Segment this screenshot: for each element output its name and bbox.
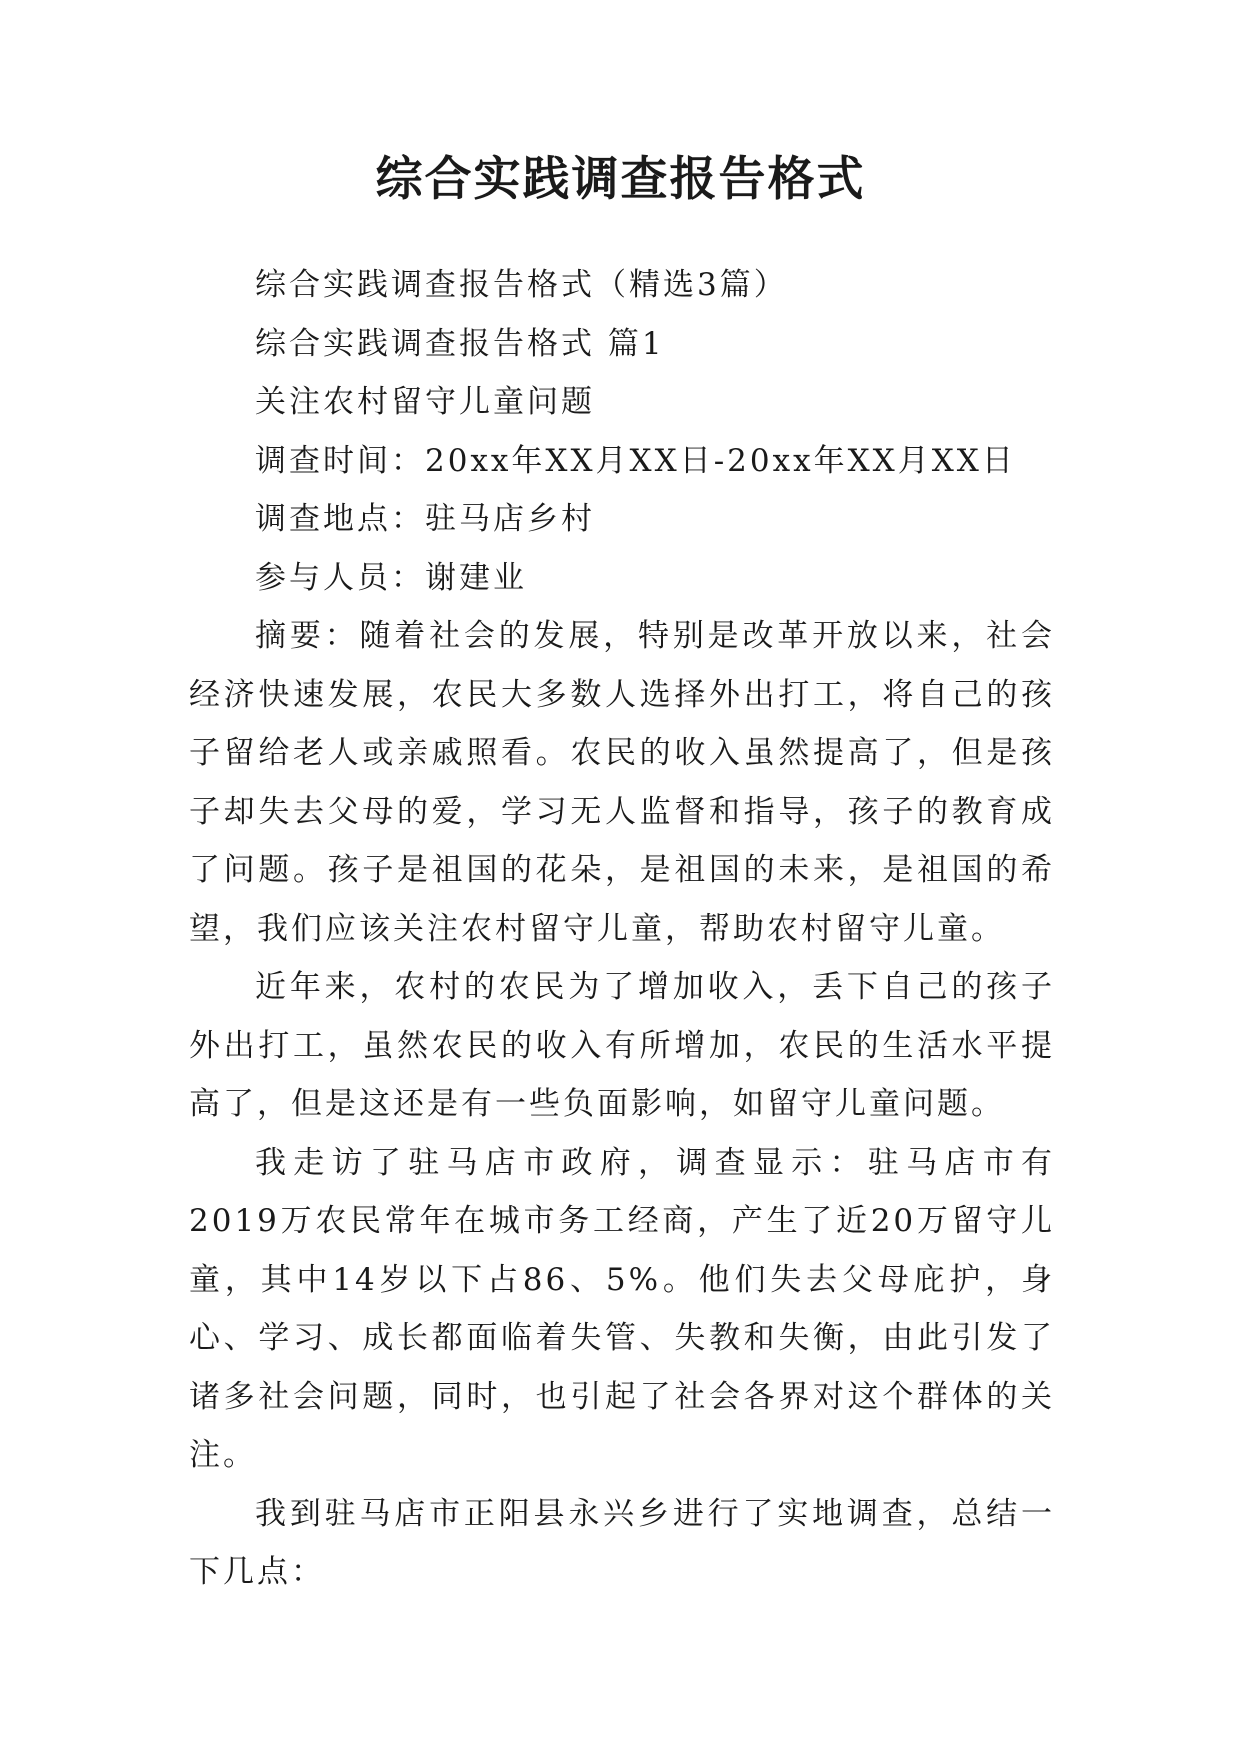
topic-line: 关注农村留守儿童问题 bbox=[255, 384, 595, 420]
paragraph: 我走访了驻马店市政府，调查显示：驻马店市有2019万农民常年在城市务工经商，产生了近20万留守儿童，其中14岁以下占86、5%。他们失去父母庇护，身心、学习、成长都面临着失管、失教和失衡，由此引发了诸多社会问题，同时，也引起了社会各界对这个群体的关注。 bbox=[189, 1144, 1055, 1473]
paragraph: 我到驻马店市正阳县永兴乡进行了实地调查，总结一下几点： bbox=[189, 1495, 1055, 1590]
document-body bbox=[189, 256, 1055, 1602]
document-title: 综合实践调查报告格式 bbox=[375, 152, 866, 207]
participants: 参与人员：谢建业 bbox=[255, 559, 527, 596]
survey-location: 调查地点：驻马店乡村 bbox=[255, 501, 595, 537]
section-heading: 综合实践调查报告格式 篇1 bbox=[255, 325, 665, 362]
survey-time: 调查时间：20xx年XX月XX日-20xx年XX月XX日 bbox=[255, 442, 1016, 479]
paragraph-abstract: 摘要：随着社会的发展，特别是改革开放以来，社会经济快速发展，农民大多数人选择外出打工，将自己的孩子留给老人或亲戚照看。农民的收入虽然提高了，但是孩子却失去父母的爱，学习无人监督和指导，孩子的教育成了问题。孩子是祖国的花朵，是祖国的未来，是祖国的希望，我们应该关注农村留守儿童，帮助农村留守儿童。 bbox=[189, 618, 1055, 947]
document-subtitle: 综合实践调查报告格式（精选3篇） bbox=[255, 267, 788, 303]
paragraph: 近年来，农村的农民为了增加收入，丢下自己的孩子外出打工，虽然农民的收入有所增加，农民的生活水平提高了，但是这还是有一些负面影响，如留守儿童问题。 bbox=[189, 969, 1055, 1122]
